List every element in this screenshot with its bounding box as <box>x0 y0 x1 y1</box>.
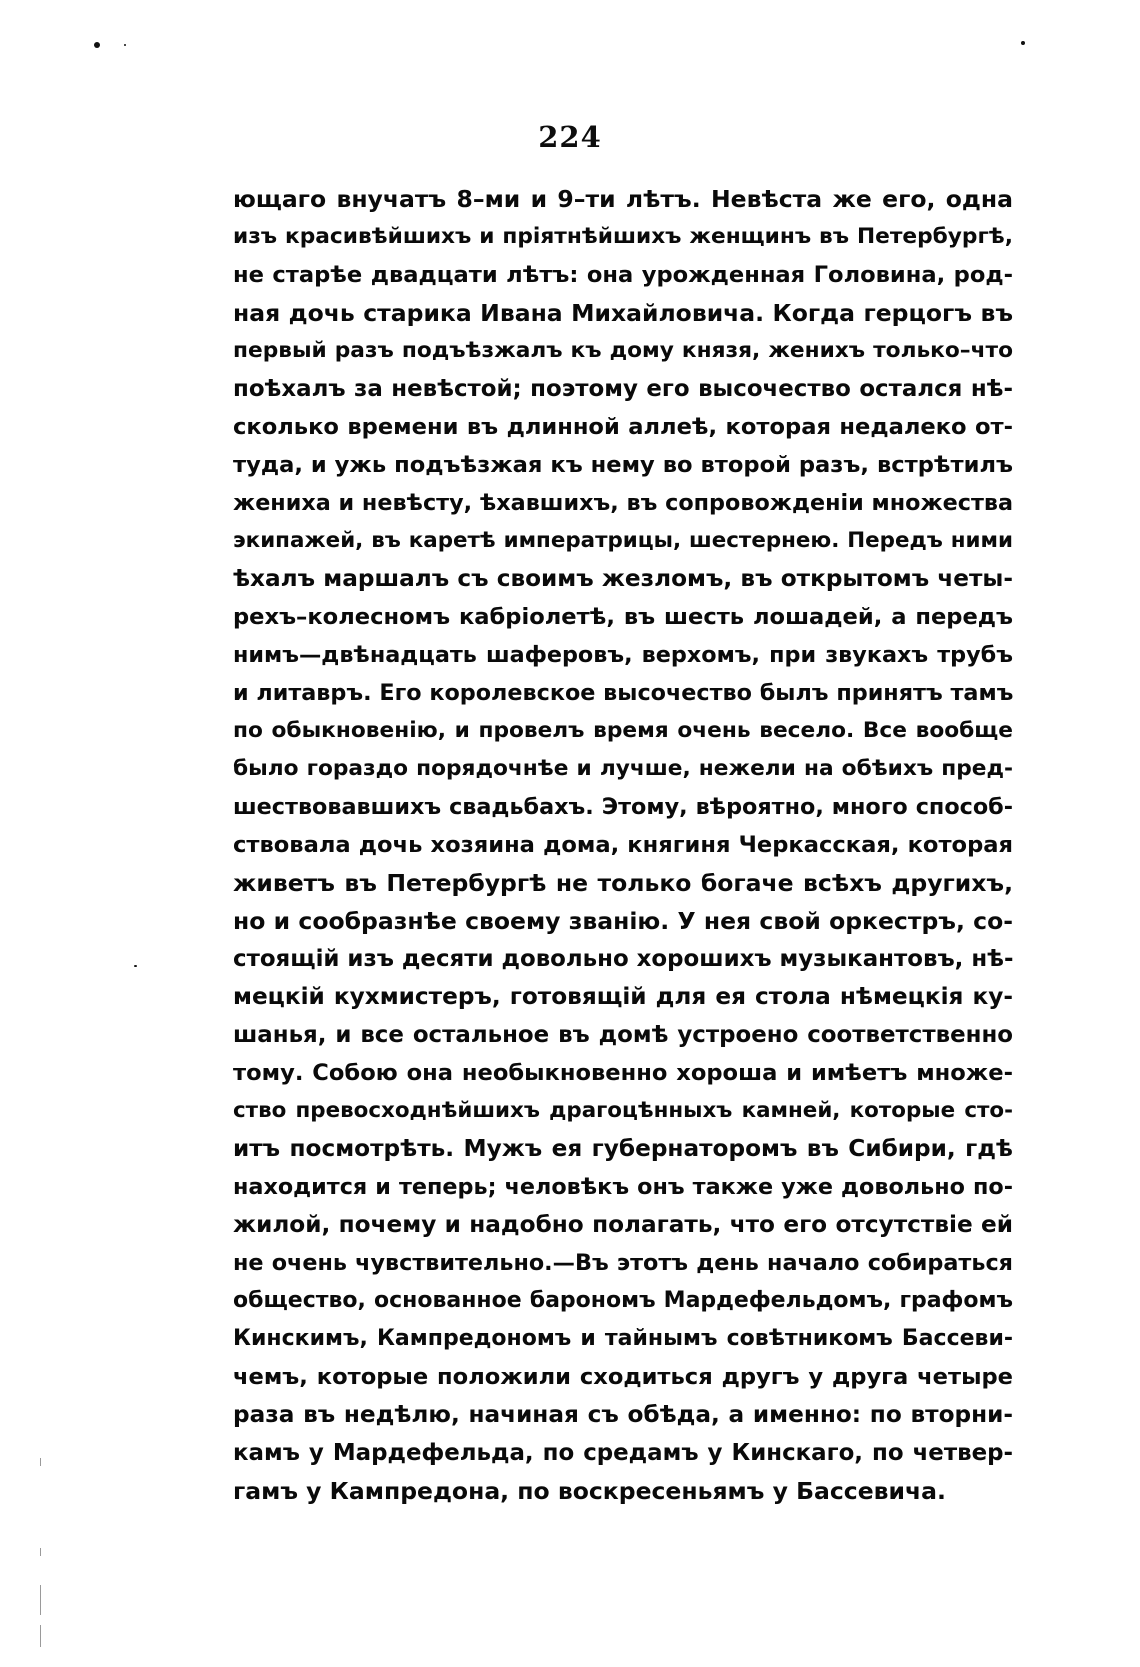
text-line: жениха и невѣсту, ѣхавшихъ, въ сопровожденіи множества <box>233 490 1014 516</box>
text-line: шанья, и все остальное въ домѣ устроено соответственно <box>233 1022 1013 1048</box>
text-line: ѣхалъ маршалъ съ своимъ жезломъ, въ открытомъ четы- <box>233 565 1013 592</box>
text-line: находится и теперь; человѣкъ онъ также уже довольно по- <box>233 1174 1013 1200</box>
scan-edge-mark <box>40 1458 41 1466</box>
text-line: гамъ у Кампредона, по воскресеньямъ у Бассевича. <box>233 1477 946 1505</box>
scan-speck <box>134 965 137 967</box>
text-line: мецкій кухмистеръ, готовящій для ея стола нѣмецкія ку- <box>233 983 1013 1010</box>
text-line: общество, основанное барономъ Мардефельдомъ, графомъ <box>233 1288 1013 1313</box>
text-line: первый разъ подъѣзжалъ къ дому князя, женихъ только–что <box>233 338 1013 363</box>
text-line: тому. Собою она необыкновенно хороша и имѣетъ множе- <box>233 1060 1013 1086</box>
text-line: ство превосходнѣйшихъ драгоцѣнныхъ камней, которые сто- <box>233 1098 1013 1123</box>
text-line: ствовала дочь хозяина дома, княгиня Черкасская, которая <box>233 832 1013 858</box>
text-line: чемъ, которые положили сходиться другъ у друга четыре <box>233 1364 1013 1390</box>
text-line: сколько времени въ длинной аллеѣ, которая недалеко от- <box>233 414 1013 440</box>
text-line: нимъ—двѣнадцать шаферовъ, верхомъ, при звукахъ трубъ <box>233 642 1013 668</box>
scan-edge-mark <box>40 1585 41 1615</box>
text-line: итъ посмотрѣть. Мужъ ея губернаторомъ въ Сибири, гдѣ <box>233 1135 1013 1162</box>
text-line: экипажей, въ каретѣ императрицы, шестернею. Передъ ними <box>233 528 1013 553</box>
scan-speck <box>124 44 126 46</box>
scan-speck <box>94 42 100 48</box>
text-line: ная дочь старика Ивана Михайловича. Когда герцогъ въ <box>233 299 1013 327</box>
body-text <box>233 180 1013 1510</box>
text-line: камъ у Мардефельда, по средамъ у Кинскаго, по четвер- <box>233 1440 1013 1466</box>
text-line: Кинскимъ, Кампредономъ и тайнымъ совѣтникомъ Бассеви- <box>233 1326 1013 1351</box>
text-line: туда, и ужь подъѣзжая къ нему во второй разъ, встрѣтилъ <box>233 452 1013 478</box>
text-line: не очень чувствительно.—Въ этотъ день начало собираться <box>233 1250 1013 1276</box>
text-line: стоящій изъ десяти довольно хорошихъ музыкантовъ, нѣ- <box>233 946 1014 972</box>
text-line: ющаго внучатъ 8–ми и 9–ти лѣтъ. Невѣста же его, одна <box>233 185 1013 213</box>
text-line: было гораздо порядочнѣе и лучше, нежели на обѣихъ пред- <box>233 756 1013 781</box>
text-line: не старѣе двадцати лѣтъ: она урожденная Головина, род- <box>233 262 1013 288</box>
text-line: жилой, почему и надобно полагать, что его отсутствіе ей <box>233 1211 1013 1238</box>
text-line: раза въ недѣлю, начиная съ обѣда, а именно: по вторни- <box>233 1401 1013 1428</box>
text-line: по обыкновенію, и провелъ время очень весело. Все вообще <box>233 718 1013 743</box>
scan-speck <box>1021 41 1025 45</box>
text-line: поѣхалъ за невѣстой; поэтому его высочество остался нѣ- <box>233 376 1013 402</box>
page-number: 224 <box>538 120 602 154</box>
text-line: рехъ–колесномъ кабріолетѣ, въ шесть лошадей, а передъ <box>233 604 1013 630</box>
text-line: но и сообразнѣе своему званію. У нея свой оркестръ, со- <box>233 907 1013 935</box>
scan-edge-mark <box>40 1625 41 1647</box>
text-line: живетъ въ Петербургѣ не только богаче всѣхъ другихъ, <box>233 869 1013 897</box>
text-line: изъ красивѣйшихъ и пріятнѣйшихъ женщинъ въ Петербургѣ, <box>233 224 1013 249</box>
text-line: и литавръ. Его королевское высочество былъ принятъ тамъ <box>233 680 1014 706</box>
text-line: шествовавшихъ свадьбахъ. Этому, вѣроятно, много способ- <box>233 794 1013 820</box>
scan-edge-mark <box>40 1548 41 1556</box>
